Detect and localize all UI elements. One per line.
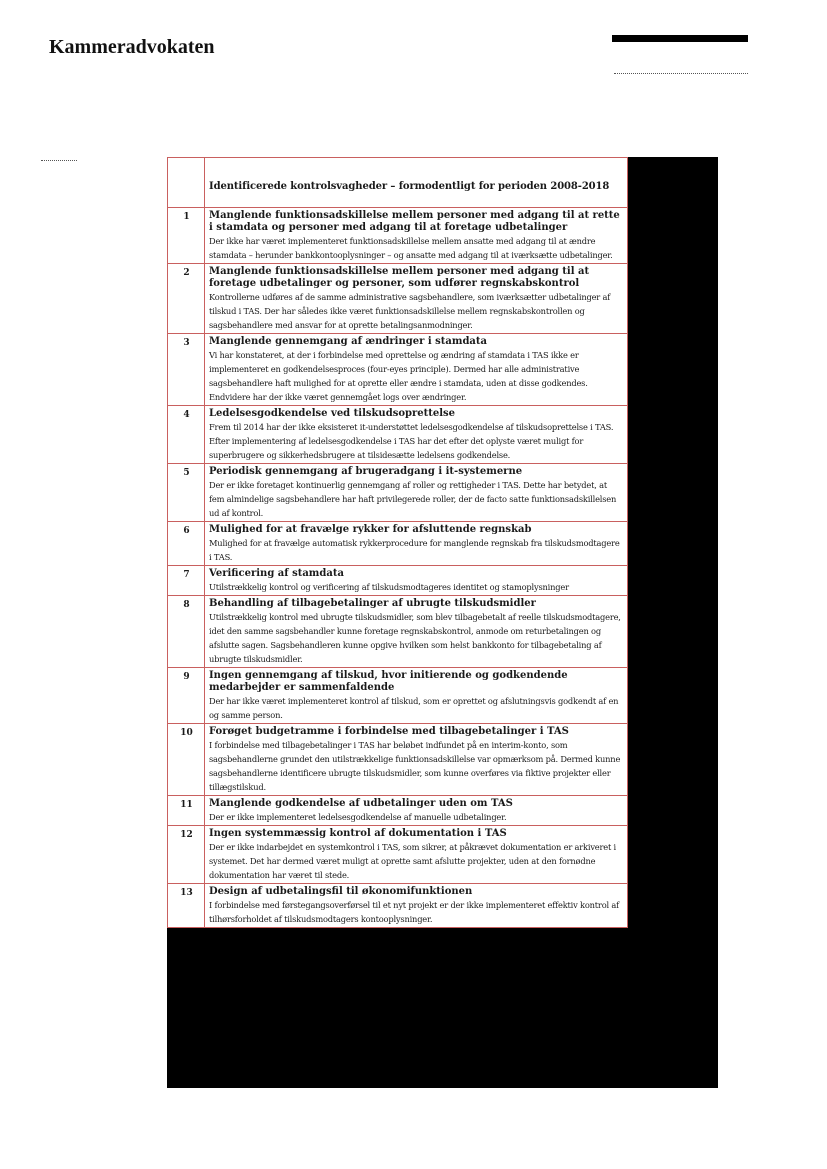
table-row: [168, 596, 628, 668]
header-rule: [612, 35, 748, 42]
row-content: [205, 826, 628, 884]
weakness-description: Utilstrækkelig kontrol med ubrugte tilskudsmidler, som blev tilbagebetalt af reelle tilskudsmodtagere, idet den samme sagsbehandler kunne foretage regnskabskontrol, anmode om returbetalingen og afslutte sagen. Sagsbehandleren kunne opgive hvilken som helst bankkonto for tilbagebetaling af ubrugte tilskudsmidler.: [209, 612, 621, 664]
header-title-cell: [205, 158, 628, 208]
control-weakness-table-wrap: [167, 157, 628, 928]
row-content: [205, 724, 628, 796]
table-row: [168, 566, 628, 596]
row-content: [205, 464, 628, 522]
table-row: [168, 522, 628, 566]
table-row: [168, 406, 628, 464]
weakness-description: Der har ikke været implementeret kontrol af tilskud, som er oprettet og afslutningsvis godkendt af en og samme person.: [209, 696, 619, 720]
row-content: [205, 522, 628, 566]
row-content: [205, 596, 628, 668]
weakness-title: Ledelsesgodkendelse ved tilskudsoprettelse: [209, 408, 456, 419]
weakness-title: Manglende gennemgang af ændringer i stamdata: [209, 336, 488, 347]
weakness-description: Der ikke har været implementeret funktionsadskillelse mellem ansatte med adgang til at ændre stamdata – herunder bankkontooplysninger – og ansatte med adgang til at iværksætte udbetalinger.: [209, 236, 613, 260]
weakness-description: Der er ikke implementeret ledelsesgodkendelse af manuelle udbetalinger.: [209, 812, 507, 822]
row-number: 8: [168, 596, 205, 668]
row-number: 10: [168, 724, 205, 796]
weakness-description: Frem til 2014 har der ikke eksisteret it-understøttet ledelsesgodkendelse af tilskudsoprettelse i TAS. Efter implementering af ledelsesgodkendelse i TAS har det efter det oplyste været muligt for superbrugere og sikkerhedsbrugere at tilsidesætte ledelsens godkendelse.: [209, 422, 614, 460]
weakness-title: Mulighed for at fravælge rykker for afsluttende regnskab: [209, 524, 532, 535]
row-content: [205, 884, 628, 928]
weakness-title: Periodisk gennemgang af brugeradgang i it-systemerne: [209, 466, 523, 477]
weakness-title: Verificering af stamdata: [209, 568, 344, 579]
row-number: 2: [168, 264, 205, 334]
weakness-description: I forbindelse med førstegangsoverførsel til et nyt projekt er der ikke implementeret effektiv kontrol af tilhørsforholdet af tilskudsmodtagers kontooplysninger.: [209, 900, 620, 924]
table-row: [168, 264, 628, 334]
table-row: [168, 334, 628, 406]
weakness-description: Der er ikke foretaget kontinuerlig gennemgang af roller og rettigheder i TAS. Dette har betydet, at fem almindelige sagsbehandlere har haft privilegerede roller, der de facto satte funktionsadskillelsen ud af kontrol.: [209, 480, 617, 518]
row-number: 3: [168, 334, 205, 406]
row-number: 11: [168, 796, 205, 826]
table-row: [168, 796, 628, 826]
weakness-description: Vi har konstateret, at der i forbindelse med oprettelse og ændring af stamdata i TAS ikke er implementeret en godkendelsesproces (four-eyes principle). Dermed har alle administrative sagsbehandlere haft mulighed for at oprette eller ændre i stamdata, uden at disse godkendes. Endvidere har der ikke været gennemgået logs over ændringer.: [209, 350, 588, 402]
row-number: 1: [168, 208, 205, 264]
table-row: [168, 724, 628, 796]
control-weakness-table: [167, 157, 628, 928]
brand-name: Kammeradvokaten: [49, 36, 215, 58]
row-content: [205, 796, 628, 826]
weakness-description: Kontrollerne udføres af de samme administrative sagsbehandlere, som iværksætter udbetalinger af tilskud i TAS. Der har således ikke været funktionsadskillelse mellem regnskabskontrollen og sagsbehandlere med ansvar for at oprette betalingsanmodninger.: [209, 292, 611, 330]
table-row: [168, 208, 628, 264]
weakness-title: Design af udbetalingsfil til økonomifunktionen: [209, 886, 473, 897]
header-dotted-line: [614, 73, 748, 74]
row-number: 5: [168, 464, 205, 522]
table-row: [168, 826, 628, 884]
table-row: [168, 464, 628, 522]
table-heading: Identificerede kontrolsvagheder – formodentligt for perioden 2008-2018: [209, 180, 610, 192]
row-number: 7: [168, 566, 205, 596]
row-content: [205, 208, 628, 264]
table-row: [168, 668, 628, 724]
margin-dotted-line: [41, 160, 77, 161]
table-header-row: [168, 158, 628, 208]
weakness-title: Manglende funktionsadskillelse mellem personer med adgang til at foretage udbetalinger og personer, som udfører regnskabskontrol: [209, 266, 590, 289]
row-content: [205, 334, 628, 406]
row-number: 4: [168, 406, 205, 464]
row-number: 6: [168, 522, 205, 566]
row-number: 13: [168, 884, 205, 928]
weakness-description: Mulighed for at fravælge automatisk rykkerprocedure for manglende regnskab fra tilskudsmodtagere i TAS.: [209, 538, 620, 562]
row-number: 9: [168, 668, 205, 724]
header-num-cell: [168, 158, 205, 208]
row-number: 12: [168, 826, 205, 884]
row-content: [205, 668, 628, 724]
weakness-description: I forbindelse med tilbagebetalinger i TAS har beløbet indfundet på en interim-konto, som sagsbehandlerne grundet den utilstrækkelige funktionsadskillelse var opmærksom på. Dermed kunne sagsbehandlerne identificere ubrugte tilskudsmidler, som kunne overføres via fiktive projekter eller tillægstilskud.: [209, 740, 621, 792]
weakness-title: Manglende godkendelse af udbetalinger uden om TAS: [209, 798, 513, 809]
row-content: [205, 406, 628, 464]
table-row: [168, 884, 628, 928]
weakness-title: Manglende funktionsadskillelse mellem personer med adgang til at rette i stamdata og personer med adgang til at foretage udbetalinger: [209, 210, 620, 233]
weakness-description: Utilstrækkelig kontrol og verificering af tilskudsmodtageres identitet og stamoplysninger: [209, 582, 569, 592]
weakness-description: Der er ikke indarbejdet en systemkontrol i TAS, som sikrer, at påkrævet dokumentation er arkiveret i systemet. Det har dermed været muligt at oprette samt afslutte projekter, uden at den fornødne dokumentation har været til stede.: [209, 842, 617, 880]
weakness-title: Behandling af tilbagebetalinger af ubrugte tilskudsmidler: [209, 598, 536, 609]
row-content: [205, 264, 628, 334]
weakness-title: Ingen systemmæssig kontrol af dokumentation i TAS: [209, 828, 507, 839]
weakness-title: Forøget budgetramme i forbindelse med tilbagebetalinger i TAS: [209, 726, 569, 737]
row-content: [205, 566, 628, 596]
weakness-title: Ingen gennemgang af tilskud, hvor initierende og godkendende medarbejder er sammenfaldende: [209, 670, 568, 693]
control-weakness-figure: [167, 157, 718, 1088]
